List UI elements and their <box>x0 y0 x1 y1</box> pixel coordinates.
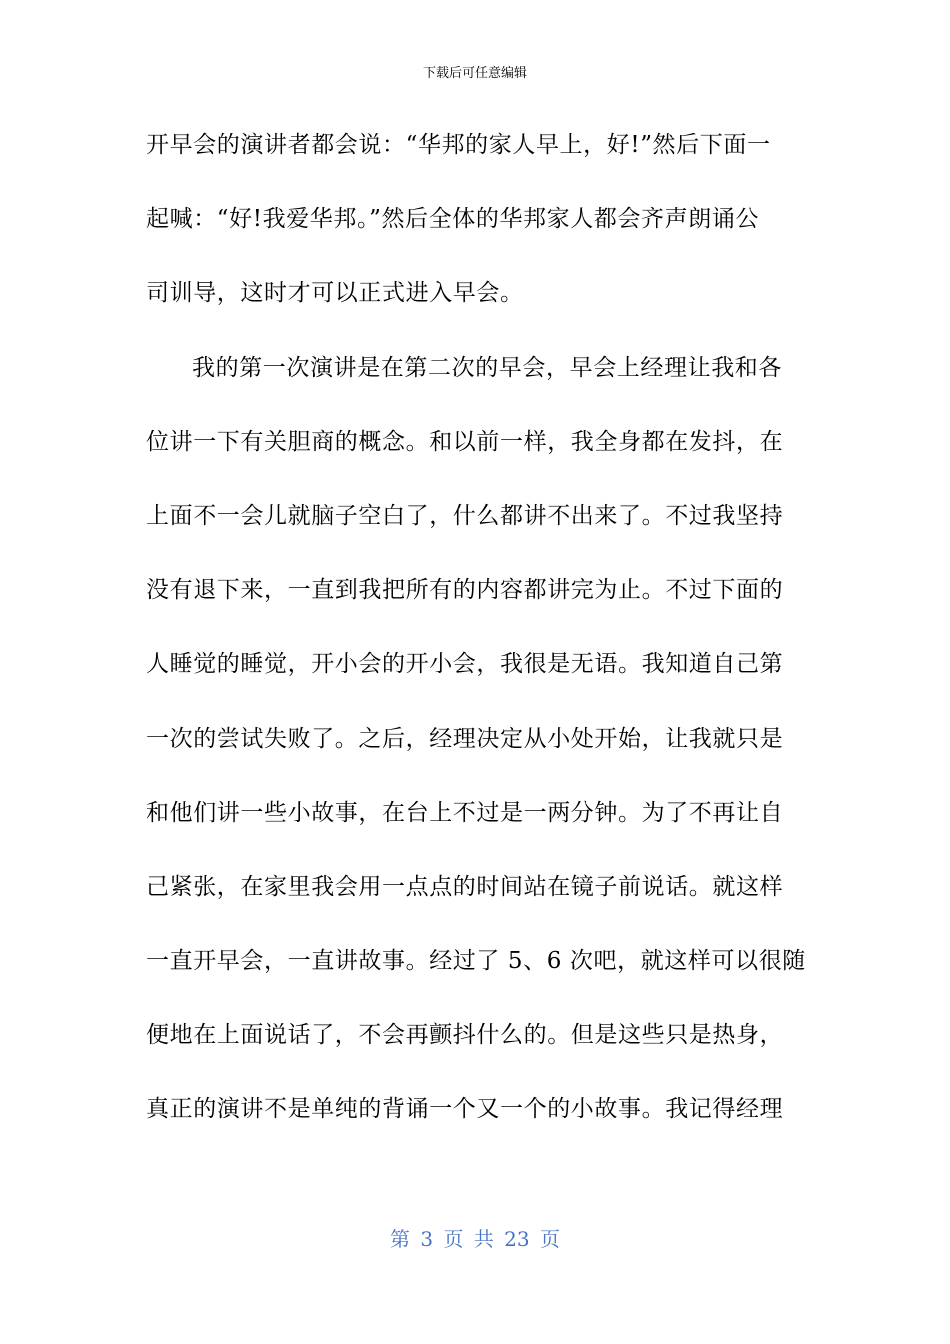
text-line: 我的第一次演讲是在第二次的早会，早会上经理让我和各 <box>192 354 782 381</box>
text-line: 便地在上面说话了，不会再颤抖什么的。但是这些只是热身， <box>146 1022 784 1049</box>
text-line: 起喊：“好!我爱华邦。”然后全体的华邦家人都会齐声朗诵公 <box>146 206 760 233</box>
page-header: 下载后可任意编辑 <box>422 66 527 81</box>
page-number-footer: 第 3 页 共 23 页 <box>390 1227 560 1251</box>
text-line: 上面不一会儿就脑子空白了，什么都讲不出来了。不过我坚持 <box>146 502 784 529</box>
text-line: 人睡觉的睡觉，开小会的开小会，我很是无语。我知道自己第 <box>146 651 784 678</box>
text-line: 和他们讲一些小故事，在台上不过是一两分钟。为了不再让自 <box>146 799 784 826</box>
text-line: 己紧张，在家里我会用一点点的时间站在镜子前说话。就这样 <box>146 873 784 900</box>
text-line: 司训导，这时才可以正式进入早会。 <box>146 280 524 307</box>
text-line: 真正的演讲不是单纯的背诵一个又一个的小故事。我记得经理 <box>146 1096 784 1123</box>
text-line: 一直开早会，一直讲故事。经过了 5、6 次吧，就这样可以很随 <box>146 948 806 975</box>
text-line: 开早会的演讲者都会说：“华邦的家人早上，好!”然后下面一 <box>146 132 771 158</box>
document-body <box>146 125 811 1164</box>
text-line: 没有退下来，一直到我把所有的内容都讲完为止。不过下面的 <box>146 577 784 604</box>
text-line: 一次的尝试失败了。之后，经理决定从小处开始，让我就只是 <box>146 725 784 752</box>
text-line: 位讲一下有关胆商的概念。和以前一样，我全身都在发抖，在 <box>146 428 784 455</box>
